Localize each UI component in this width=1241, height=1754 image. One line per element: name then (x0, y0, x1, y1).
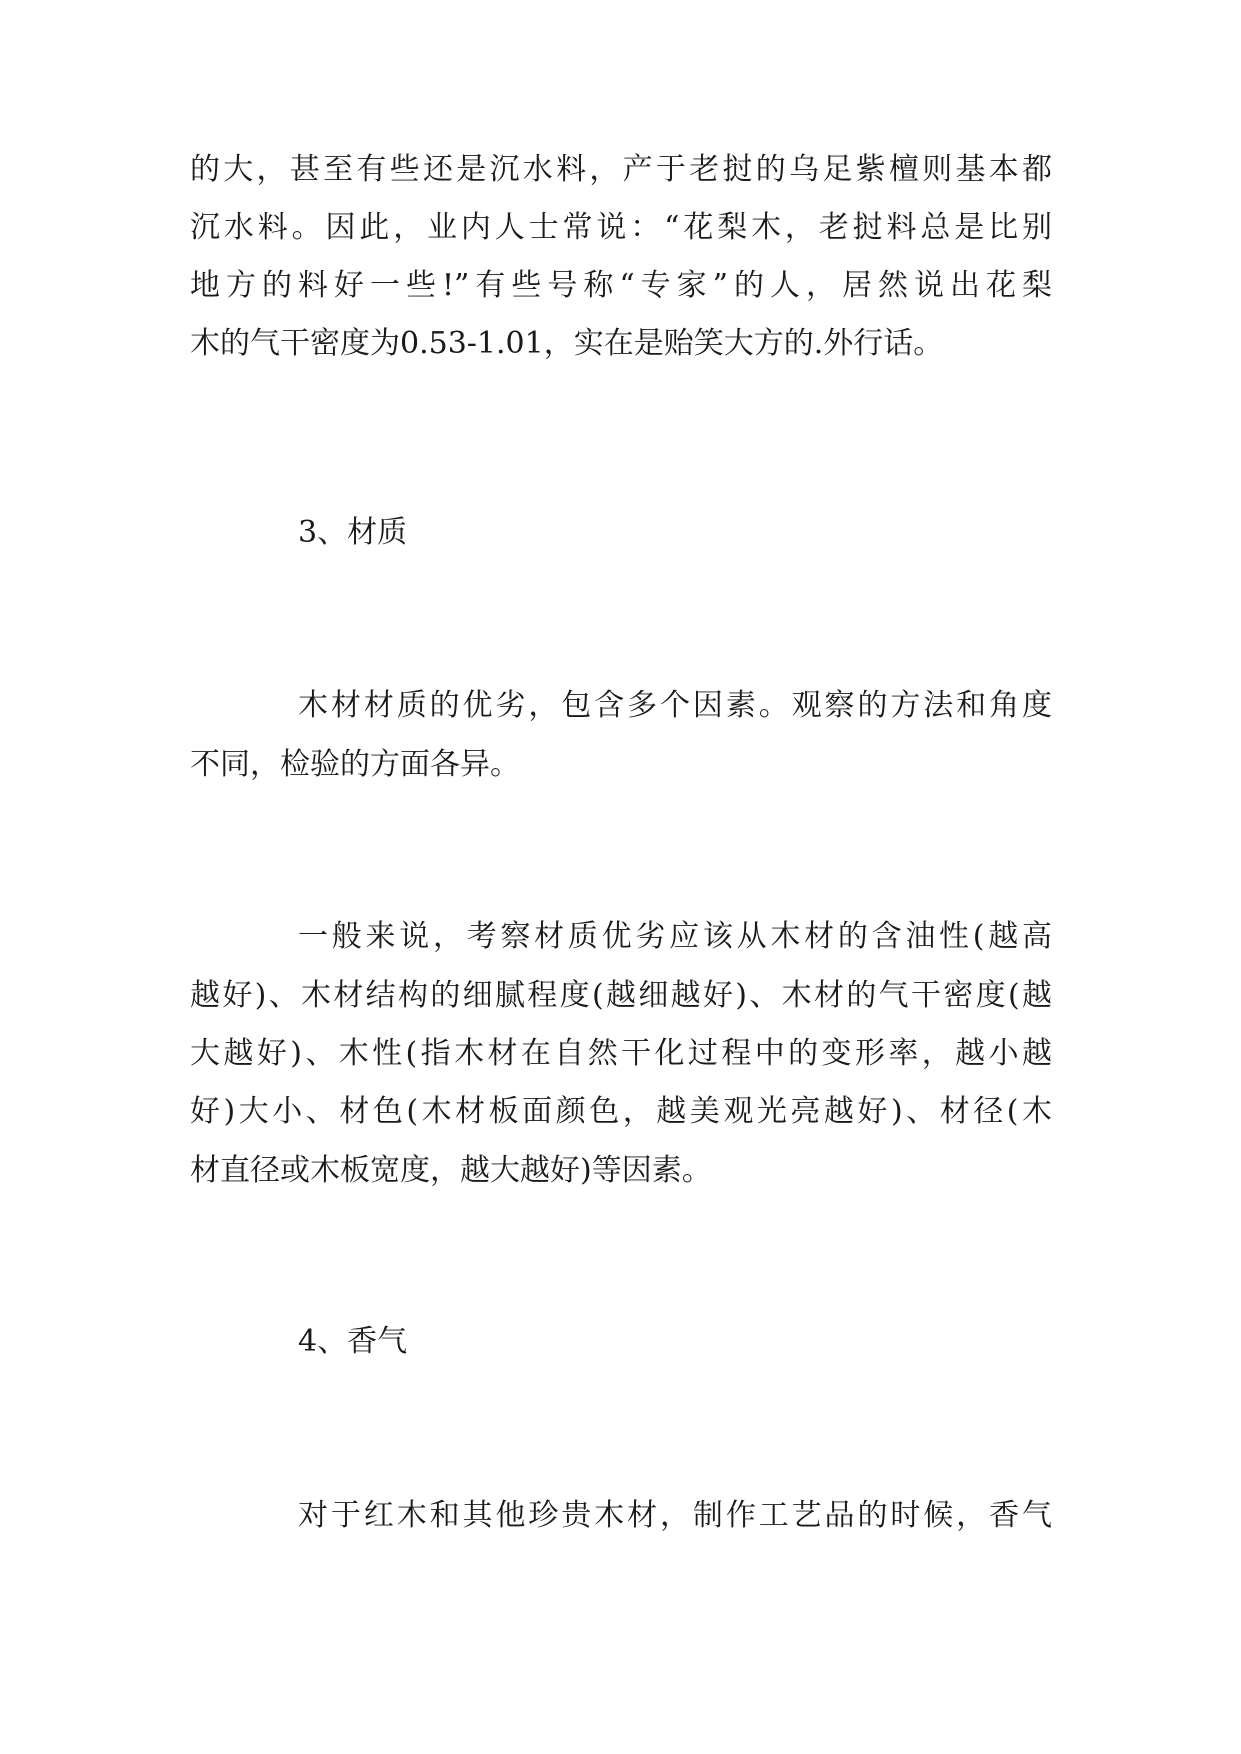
section-heading-fragrance: 4、香气 (298, 1324, 408, 1359)
section-heading-material: 3、材质 (298, 515, 408, 550)
paragraph-3-line-4: 好)大小、材色(木材板面颜色，越美观光亮越好)、材径(木 (190, 1094, 1052, 1129)
paragraph-3-line-5: 材直径或木板宽度，越大越好)等因素。 (190, 1153, 712, 1188)
paragraph-1-line-3: 地方的料好一些!”有些号称“专家”的人，居然说出花梨 (190, 268, 1052, 303)
paragraph-3-line-2: 越好)、木材结构的细腻程度(越细越好)、木材的气干密度(越 (190, 978, 1052, 1013)
paragraph-2-line-1: 木材材质的优劣，包含多个因素。观察的方法和角度 (298, 688, 1052, 723)
paragraph-1-line-1: 的大，甚至有些还是沉水料，产于老挝的乌足紫檀则基本都 (190, 152, 1052, 187)
paragraph-1-line-2: 沉水料。因此，业内人士常说：“花梨木，老挝料总是比别 (190, 210, 1052, 245)
paragraph-2-line-2: 不同，检验的方面各异。 (190, 747, 520, 782)
paragraph-4-line-1: 对于红木和其他珍贵木材，制作工艺品的时候，香气 (298, 1498, 1052, 1533)
paragraph-3-line-3: 大越好)、木性(指木材在自然干化过程中的变形率，越小越 (190, 1036, 1052, 1071)
paragraph-3-line-1: 一般来说，考察材质优劣应该从木材的含油性(越高 (298, 919, 1052, 954)
paragraph-1-line-4: 木的气干密度为0.53-1.01，实在是贻笑大方的.外行话。 (190, 326, 944, 361)
